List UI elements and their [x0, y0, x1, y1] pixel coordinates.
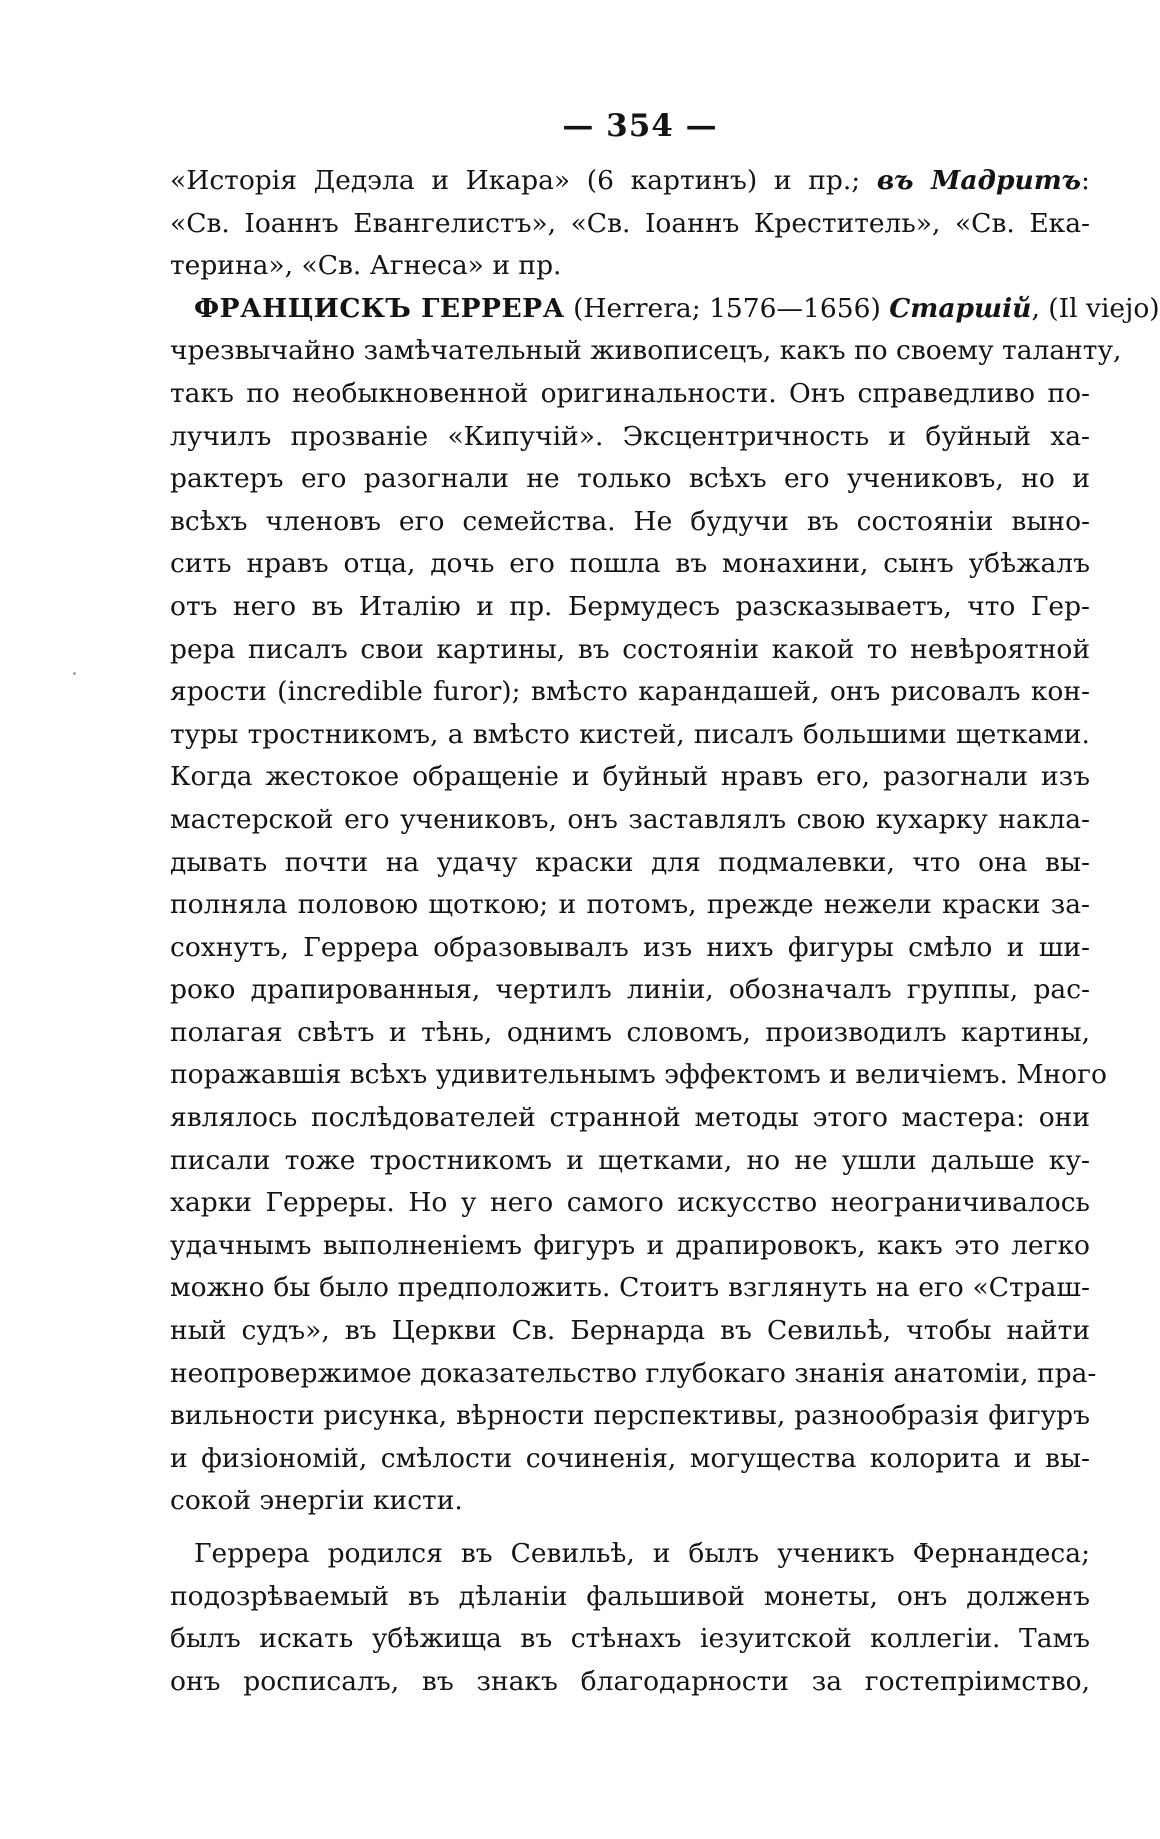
text-line: отъ него въ Италію и пр. Бермудесъ разсказываетъ, что Гер- [170, 590, 1090, 622]
text-line: писали тоже тростникомъ и щетками, но не ушли дальше ку- [170, 1144, 1090, 1176]
text-line: Геррера родился въ Севильѣ, и былъ ученикъ Фернандеса; [194, 1538, 1090, 1569]
text-line: удачнымъ выполненіемъ фигуръ и драпировокъ, какъ это легко [170, 1229, 1090, 1261]
text-line: дывать почти на удачу краски для подмалевки, что она вы- [170, 846, 1090, 878]
text-line: харки Герреры. Но у него самого искусство неограничивалось [170, 1187, 1090, 1219]
text-line: рактеръ его разогнали не только всѣхъ его учениковъ, но и [170, 463, 1090, 495]
text-line: являлось послѣдователей странной методы этого мастера: они [170, 1102, 1090, 1134]
text-line: ярости (incredible furor); вмѣсто карандашей, онъ рисовалъ кон- [170, 676, 1090, 708]
text-line: «Св. Іоаннъ Евангелистъ», «Св. Іоаннъ Креститель», «Св. Ека- [170, 207, 1090, 239]
text-line: лучилъ прозваніе «Кипучій». Эксцентричность и буйный ха- [170, 420, 1090, 452]
text-line: неопровержимое доказательство глубокаго знанія анатоміи, пра- [170, 1357, 1097, 1389]
text-line: и физіономій, смѣлости сочиненія, могущества колорита и вы- [170, 1442, 1090, 1474]
text-line: всѣхъ членовъ его семейства. Не будучи въ состояніи выно- [170, 505, 1090, 537]
text-line: Когда жестокое обращеніе и буйный нравъ его, разогнали изъ [170, 761, 1090, 793]
text-line: сокой энергіи кисти. [170, 1485, 463, 1517]
text-line: рера писалъ свои картины, въ состояніи какой то невѣроятной [170, 633, 1090, 665]
text-line: поражавшія всѣхъ удивительнымъ эффектомъ и величіемъ. Много [170, 1059, 1107, 1091]
paragraph [170, 160, 1090, 288]
text-line: терина», «Св. Агнеса» и пр. [170, 250, 562, 282]
text-line: такъ по необыкновенной оригинальности. Онъ справедливо по- [170, 377, 1090, 409]
paragraph [170, 288, 1160, 1523]
text-line: ФРАНЦИСКЪ ГЕРРЕРА (Herrera; 1576—1656) Старшій, (Il viejo) [194, 292, 1160, 324]
text-line: полняла половою щоткою; и потомъ, прежде нежели краски за- [170, 889, 1090, 921]
margin-mark: · [72, 664, 78, 683]
text-line: полагая свѣтъ и тѣнь, однимъ словомъ, производилъ картины, [170, 1016, 1090, 1048]
text-line: сохнутъ, Геррера образовывалъ изъ нихъ фигуры смѣло и ши- [170, 931, 1090, 963]
text-line: роко драпированныя, чертилъ линіи, обозначалъ группы, рас- [170, 974, 1090, 1006]
text-line: туры тростникомъ, а вмѣсто кистей, писалъ большими щетками. [170, 718, 1090, 750]
text-line: онъ росписалъ, въ знакъ благодарности за гостепріимство, [170, 1665, 1090, 1697]
text-body [170, 160, 1160, 1703]
book-page [170, 100, 1160, 1703]
text-line: чрезвычайно замѣчательный живописецъ, какъ по своему таланту, [170, 335, 1122, 367]
text-line: ный судъ», въ Церкви Св. Бернарда въ Севильѣ, чтобы найти [170, 1315, 1090, 1347]
text-line: мастерской его учениковъ, онъ заставлялъ свою кухарку накла- [170, 803, 1090, 835]
text-line: сить нравъ отца, дочь его пошла въ монахини, сынъ убѣжалъ [170, 548, 1090, 580]
page-number: — 354 — [562, 108, 718, 144]
text-line: былъ искать убѣжища въ стѣнахъ іезуитской коллегіи. Тамъ [170, 1623, 1090, 1655]
text-line: «Исторія Дедэла и Икара» (6 картинъ) и пр.; въ Мадритъ: [170, 165, 1090, 196]
paragraph [170, 1533, 1090, 1703]
text-line: вильности рисунка, вѣрности перспективы, разнообразія фигуръ [170, 1400, 1090, 1432]
text-line: подозрѣваемый въ дѣланіи фальшивой монеты, онъ долженъ [170, 1580, 1090, 1612]
text-line: можно бы было предположить. Стоитъ взглянуть на его «Страш- [170, 1272, 1090, 1304]
